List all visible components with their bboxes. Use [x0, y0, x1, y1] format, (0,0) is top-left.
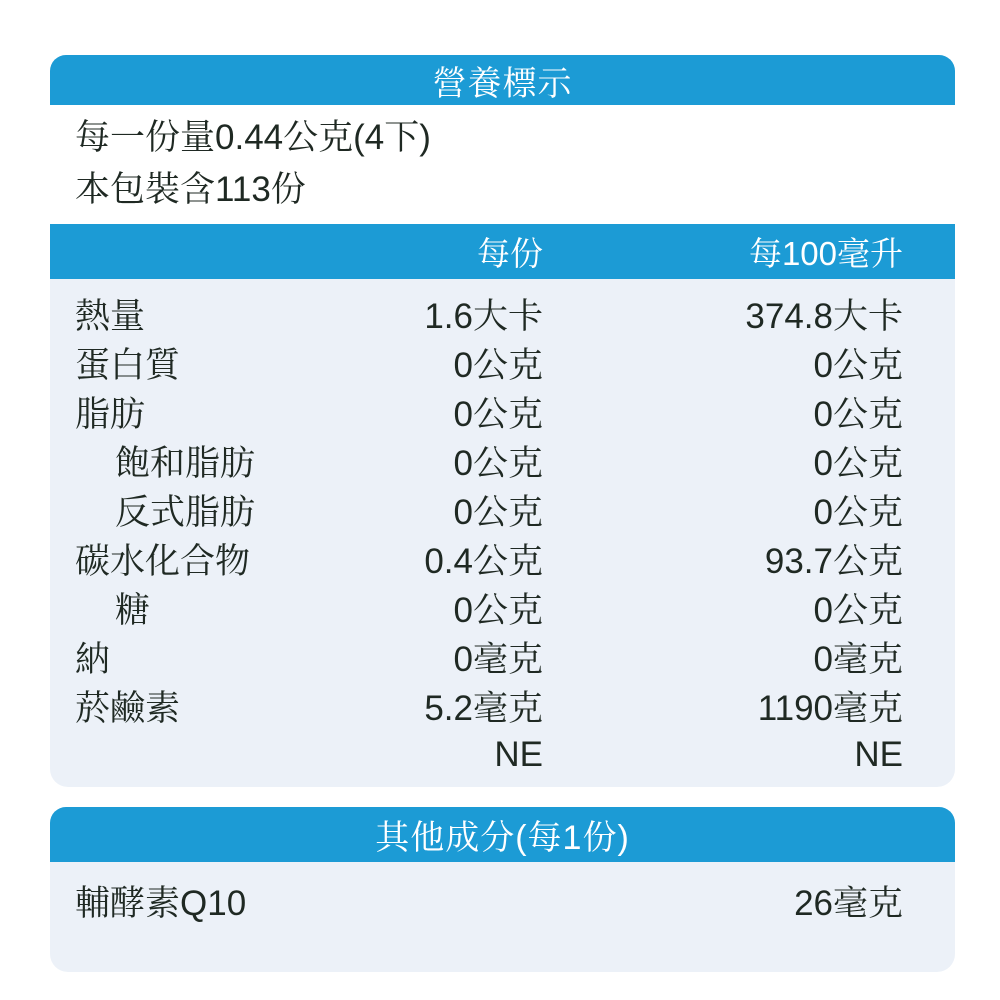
row-label: 熱量	[75, 297, 146, 336]
row-per-100ml-value: 1190毫克	[757, 689, 903, 728]
nutrition-title-bar	[50, 55, 955, 105]
table-row-calories	[75, 289, 903, 338]
table-row-saturated-fat	[75, 436, 903, 485]
other-ingredients-section	[50, 807, 955, 972]
table-row-coenzyme-q10	[75, 876, 903, 925]
row-per-100ml-value: 0公克	[813, 346, 903, 385]
row-per-serving-value: 0公克	[453, 444, 543, 483]
row-per-100ml-value: 0毫克	[813, 640, 903, 679]
column-header-per-serving: 每份	[477, 235, 543, 272]
row-per-100ml-value: 0公克	[813, 493, 903, 532]
row-label: 糖	[115, 591, 151, 630]
table-row-sodium	[75, 632, 903, 681]
row-per-100ml-value: 93.7公克	[764, 542, 903, 581]
row-per-serving-value: 5.2毫克	[424, 689, 543, 728]
other-ingredients-title-bar	[50, 807, 955, 862]
nutrition-table-header	[50, 224, 955, 279]
table-row-niacin	[75, 681, 903, 730]
top-margin	[0, 0, 1000, 55]
table-row-trans-fat	[75, 485, 903, 534]
nutrition-title: 營養標示	[432, 64, 573, 103]
row-label: 脂肪	[75, 395, 146, 434]
column-header-per-100ml: 每100毫升	[748, 235, 903, 272]
row-per-serving-value: 0.4公克	[424, 542, 543, 581]
row-label: 輔酵素Q10	[75, 883, 247, 923]
row-value: 26毫克	[794, 883, 903, 923]
row-per-serving-value: 1.6大卡	[424, 297, 543, 336]
row-label: 納	[75, 640, 111, 679]
servings-per-package-line: 本包裝含113份	[75, 170, 306, 209]
row-per-serving-value: 0公克	[453, 346, 543, 385]
row-label: 飽和脂肪	[115, 444, 256, 483]
row-per-100ml-value: 374.8大卡	[745, 297, 903, 336]
table-row-carbohydrate	[75, 534, 903, 583]
other-ingredients-title: 其他成分(每1份)	[375, 819, 630, 857]
row-per-serving-value: 0公克	[453, 591, 543, 630]
row-label: 蛋白質	[75, 346, 181, 385]
serving-info	[50, 105, 955, 224]
row-per-100ml-value: 0公克	[813, 444, 903, 483]
row-per-100ml-value: 0公克	[813, 395, 903, 434]
row-label: 反式脂肪	[115, 493, 256, 532]
table-row-sugar	[75, 583, 903, 632]
other-ingredients-panel	[50, 862, 955, 972]
row-per-serving-value: NE	[494, 734, 543, 774]
table-row-niacin-ne	[75, 730, 903, 779]
row-per-100ml-value: 0公克	[813, 591, 903, 630]
nutrition-table	[50, 224, 955, 787]
row-per-100ml-value: NE	[854, 734, 903, 774]
serving-size-line: 每一份量0.44公克(4下)	[75, 118, 431, 157]
row-label: 碳水化合物	[75, 542, 251, 581]
row-per-serving-value: 0毫克	[453, 640, 543, 679]
nutrition-table-body	[50, 279, 955, 787]
table-row-protein	[75, 338, 903, 387]
row-label: 菸鹼素	[75, 689, 181, 728]
table-row-fat	[75, 387, 903, 436]
row-per-serving-value: 0公克	[453, 493, 543, 532]
section-gap	[0, 787, 1000, 807]
row-per-serving-value: 0公克	[453, 395, 543, 434]
